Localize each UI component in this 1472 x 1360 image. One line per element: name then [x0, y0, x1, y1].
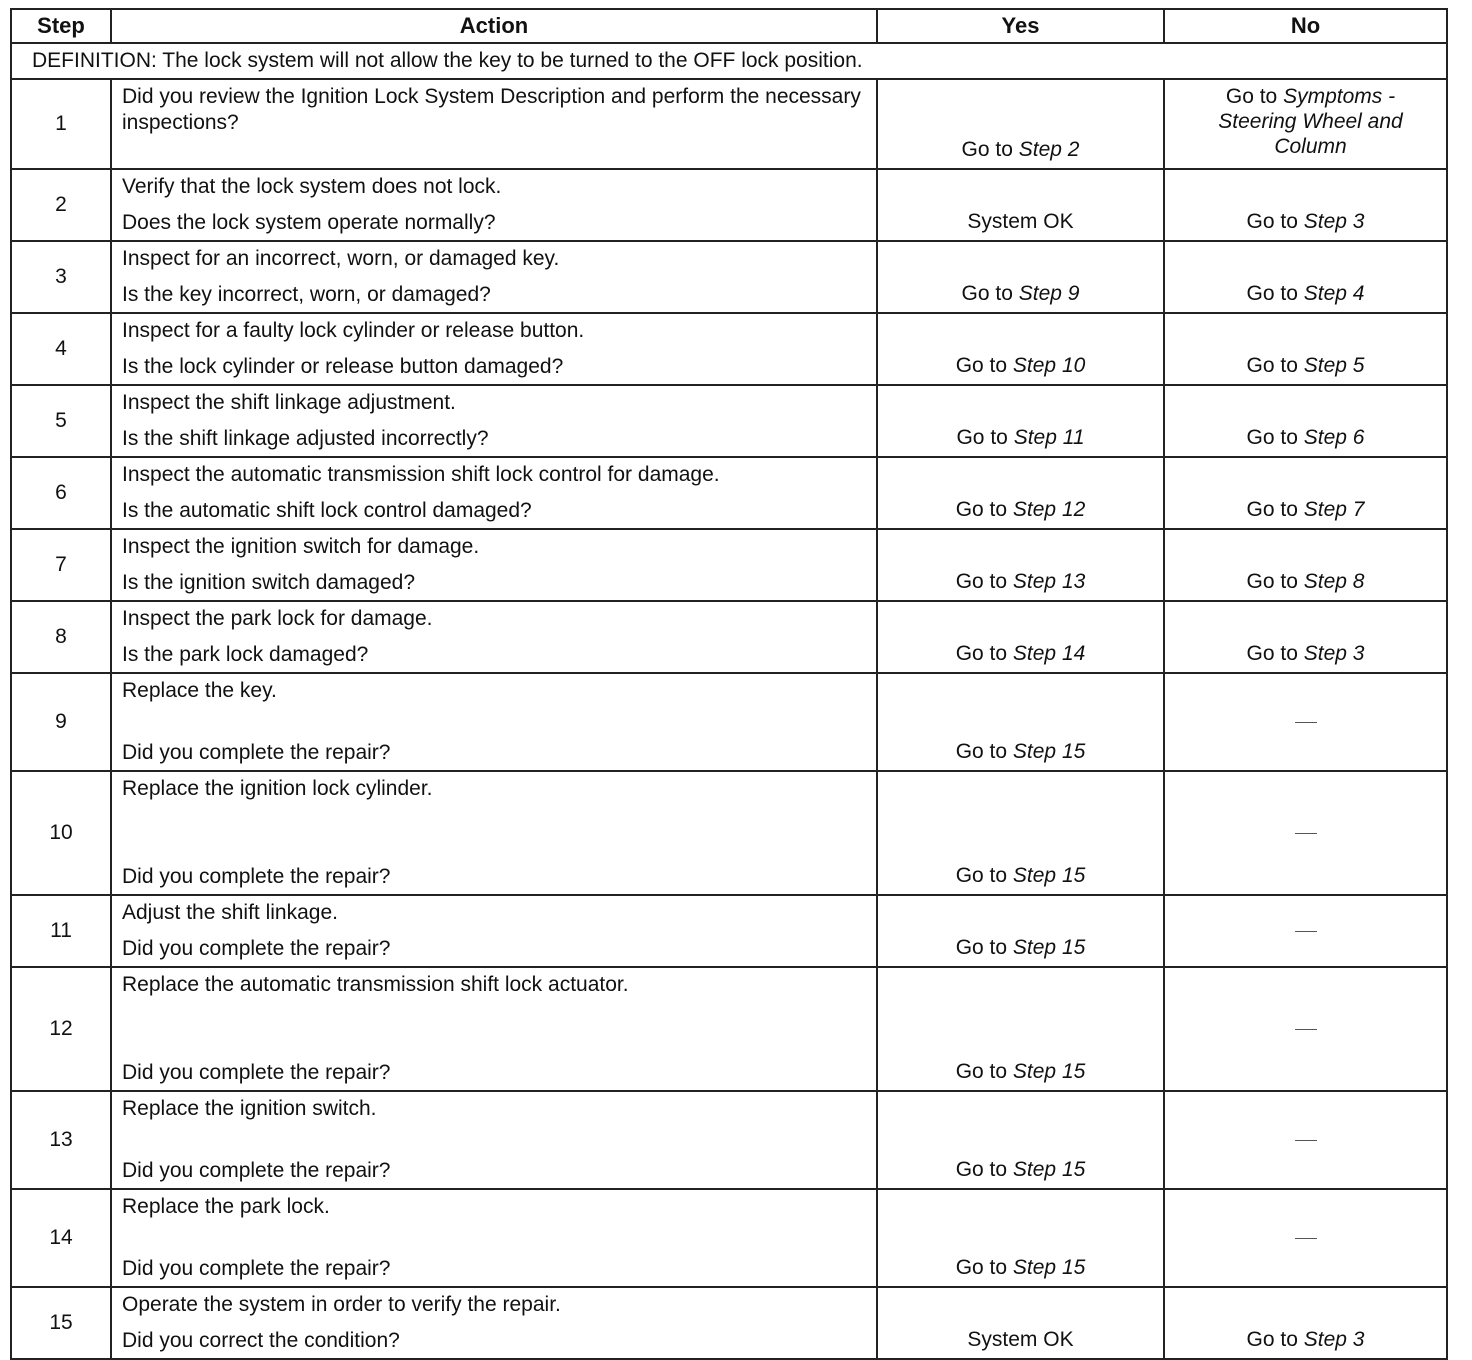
action-cell: [111, 529, 877, 601]
step-number: 14: [11, 1189, 111, 1287]
header-yes: Yes: [877, 9, 1164, 43]
table-row: [11, 385, 1447, 457]
step-number: 9: [11, 673, 111, 771]
table-row: [11, 967, 1447, 1091]
action-cell: [111, 673, 877, 771]
no-step-link[interactable]: Step 4: [1303, 282, 1365, 305]
step-number: 13: [11, 1091, 111, 1189]
yes-text: Go to: [955, 498, 1008, 521]
no-cell: [1164, 241, 1447, 313]
dash-placeholder: [1295, 1140, 1317, 1141]
header-no: No: [1164, 9, 1447, 43]
action-cell: [111, 79, 877, 169]
yes-cell: [877, 1189, 1164, 1287]
yes-text: Go to: [961, 138, 1013, 161]
dash-placeholder: [1295, 722, 1317, 723]
action-cell: [111, 313, 877, 385]
action-instruction: Replace the key.: [122, 679, 277, 702]
step-number: 8: [11, 601, 111, 673]
yes-cell: [877, 457, 1164, 529]
table-row: [11, 241, 1447, 313]
step-number: 5: [11, 385, 111, 457]
yes-text: Go to: [956, 426, 1008, 449]
yes-text: Go to: [955, 642, 1008, 665]
header-step: Step: [11, 9, 111, 43]
action-instruction: Replace the ignition lock cylinder.: [122, 777, 433, 800]
no-text: Go to: [1246, 354, 1298, 377]
table-row: [11, 457, 1447, 529]
no-step-link[interactable]: Step 3: [1303, 642, 1365, 665]
no-cell: [1164, 967, 1447, 1091]
table-row: [11, 313, 1447, 385]
action-question: Is the lock cylinder or release button damaged?: [122, 355, 564, 378]
yes-step-link[interactable]: Step 15: [1012, 936, 1086, 959]
step-number: 6: [11, 457, 111, 529]
yes-text: System OK: [967, 210, 1074, 233]
yes-cell: [877, 385, 1164, 457]
yes-cell: [877, 967, 1164, 1091]
table-row: [11, 1287, 1447, 1359]
yes-step-link[interactable]: Step 12: [1012, 498, 1086, 521]
no-cell: [1164, 771, 1447, 895]
yes-text: Go to: [961, 282, 1013, 305]
yes-text: System OK: [967, 1328, 1074, 1351]
yes-step-link[interactable]: Step 15: [1012, 740, 1086, 763]
yes-text: Go to: [955, 354, 1008, 377]
action-cell: [111, 169, 877, 241]
yes-text: Go to: [955, 1060, 1008, 1083]
action-instruction: Replace the ignition switch.: [122, 1097, 377, 1120]
no-cell: [1164, 385, 1447, 457]
yes-cell: [877, 1287, 1164, 1359]
action-question: Is the automatic shift lock control damaged?: [122, 499, 532, 522]
action-question: Is the key incorrect, worn, or damaged?: [122, 283, 491, 306]
no-cell: [1164, 1189, 1447, 1287]
no-step-link[interactable]: Step 8: [1303, 570, 1365, 593]
no-cell: [1164, 457, 1447, 529]
yes-text: Go to: [955, 570, 1008, 593]
no-cell: [1164, 79, 1447, 169]
dash-placeholder: [1295, 1029, 1317, 1030]
table-row: [11, 1091, 1447, 1189]
dash-placeholder: [1295, 833, 1317, 834]
action-instruction: Replace the park lock.: [122, 1195, 330, 1218]
action-cell: [111, 1091, 877, 1189]
no-cell: [1164, 895, 1447, 967]
yes-cell: [877, 673, 1164, 771]
yes-cell: [877, 241, 1164, 313]
step-number: 1: [11, 79, 111, 169]
table-row: [11, 601, 1447, 673]
yes-text: Go to: [955, 1158, 1008, 1181]
action-question: Is the ignition switch damaged?: [122, 571, 416, 594]
action-instruction: Inspect the automatic transmission shift lock control for damage.: [122, 463, 720, 486]
dash-placeholder: [1295, 931, 1317, 932]
action-question: Did you complete the repair?: [122, 937, 391, 960]
action-instruction: Inspect the park lock for damage.: [122, 607, 433, 630]
action-question: Did you complete the repair?: [122, 1061, 391, 1084]
yes-step-link[interactable]: Step 15: [1012, 864, 1086, 887]
action-instruction: Inspect for a faulty lock cylinder or release button.: [122, 319, 585, 342]
yes-text: Go to: [955, 864, 1008, 887]
no-text: Go to: [1246, 570, 1298, 593]
yes-cell: [877, 771, 1164, 895]
yes-step-link[interactable]: Step 13: [1012, 570, 1086, 593]
table-row: [11, 79, 1447, 169]
action-cell: [111, 241, 877, 313]
action-instruction: Replace the automatic transmission shift lock actuator.: [122, 973, 629, 996]
yes-text: Go to: [955, 740, 1008, 763]
no-cell: [1164, 1287, 1447, 1359]
action-question: Did you complete the repair?: [122, 741, 391, 764]
step-number: 2: [11, 169, 111, 241]
no-cell: [1164, 529, 1447, 601]
yes-cell: [877, 895, 1164, 967]
no-step-link[interactable]: Step 6: [1303, 426, 1365, 449]
no-cell: [1164, 1091, 1447, 1189]
action-cell: [111, 895, 877, 967]
action-instruction: Inspect the ignition switch for damage.: [122, 535, 480, 558]
yes-cell: [877, 313, 1164, 385]
yes-cell: [877, 601, 1164, 673]
no-step-link[interactable]: Step 3: [1303, 210, 1365, 233]
action-instruction: Inspect for an incorrect, worn, or damaged key.: [122, 247, 560, 270]
action-instruction: Operate the system in order to verify the repair.: [122, 1293, 561, 1316]
diagnostic-table: [10, 8, 1448, 1360]
table-row: [11, 169, 1447, 241]
yes-cell: [877, 529, 1164, 601]
yes-step-link[interactable]: Step 9: [1018, 282, 1080, 305]
no-step-link[interactable]: Step 5: [1303, 354, 1365, 377]
action-instruction: Did you review the Ignition Lock System Description and perform the necessary inspections?: [122, 85, 861, 134]
no-cell: [1164, 313, 1447, 385]
yes-text: Go to: [955, 936, 1008, 959]
table-row: [11, 895, 1447, 967]
action-cell: [111, 385, 877, 457]
definition-row: [11, 43, 1447, 79]
action-cell: [111, 771, 877, 895]
no-cell: [1164, 601, 1447, 673]
action-question: Did you complete the repair?: [122, 865, 391, 888]
yes-step-link[interactable]: Step 15: [1012, 1060, 1086, 1083]
no-text: Go to: [1246, 498, 1298, 521]
header-action: Action: [111, 9, 877, 43]
step-number: 4: [11, 313, 111, 385]
no-text: Go to: [1246, 210, 1298, 233]
step-number: 11: [11, 895, 111, 967]
step-number: 12: [11, 967, 111, 1091]
table-row: [11, 673, 1447, 771]
no-text: Go to: [1246, 426, 1298, 449]
no-step-link[interactable]: Symptoms - Steering Wheel and Column: [1218, 85, 1403, 158]
action-instruction: Inspect the shift linkage adjustment.: [122, 391, 456, 414]
yes-step-link[interactable]: Step 11: [1013, 426, 1085, 449]
yes-text: Go to: [955, 1256, 1008, 1279]
no-text: Go to: [1246, 642, 1298, 665]
no-text: Go to: [1246, 282, 1298, 305]
step-number: 10: [11, 771, 111, 895]
action-question: Is the shift linkage adjusted incorrectly?: [122, 427, 489, 450]
no-text: Go to: [1246, 1328, 1298, 1351]
action-question: Did you correct the condition?: [122, 1329, 400, 1352]
yes-step-link[interactable]: Step 15: [1012, 1256, 1086, 1279]
table-row: [11, 529, 1447, 601]
no-cell: [1164, 169, 1447, 241]
no-step-link[interactable]: Step 3: [1303, 1328, 1365, 1351]
action-instruction: Verify that the lock system does not lock.: [122, 175, 502, 198]
step-number: 7: [11, 529, 111, 601]
step-number: 15: [11, 1287, 111, 1359]
action-cell: [111, 967, 877, 1091]
dash-placeholder: [1295, 1238, 1317, 1239]
table-row: [11, 1189, 1447, 1287]
header-row: [11, 9, 1447, 43]
action-question: Did you complete the repair?: [122, 1257, 391, 1280]
table-row: [11, 771, 1447, 895]
yes-cell: [877, 79, 1164, 169]
yes-cell: [877, 1091, 1164, 1189]
no-step-link[interactable]: Step 7: [1303, 498, 1365, 521]
yes-step-link[interactable]: Step 14: [1012, 642, 1086, 665]
action-cell: [111, 1287, 877, 1359]
action-question: Did you complete the repair?: [122, 1159, 391, 1182]
yes-step-link[interactable]: Step 2: [1018, 138, 1080, 161]
action-instruction: Adjust the shift linkage.: [122, 901, 338, 924]
definition-text: DEFINITION: The lock system will not allow the key to be turned to the OFF lock position.: [11, 43, 1447, 79]
no-text: Go to: [1225, 85, 1278, 108]
yes-step-link[interactable]: Step 15: [1012, 1158, 1086, 1181]
step-number: 3: [11, 241, 111, 313]
action-cell: [111, 457, 877, 529]
action-question: Does the lock system operate normally?: [122, 211, 496, 234]
action-cell: [111, 1189, 877, 1287]
no-cell: [1164, 673, 1447, 771]
yes-step-link[interactable]: Step 10: [1012, 354, 1086, 377]
yes-cell: [877, 169, 1164, 241]
action-cell: [111, 601, 877, 673]
action-question: Is the park lock damaged?: [122, 643, 369, 666]
